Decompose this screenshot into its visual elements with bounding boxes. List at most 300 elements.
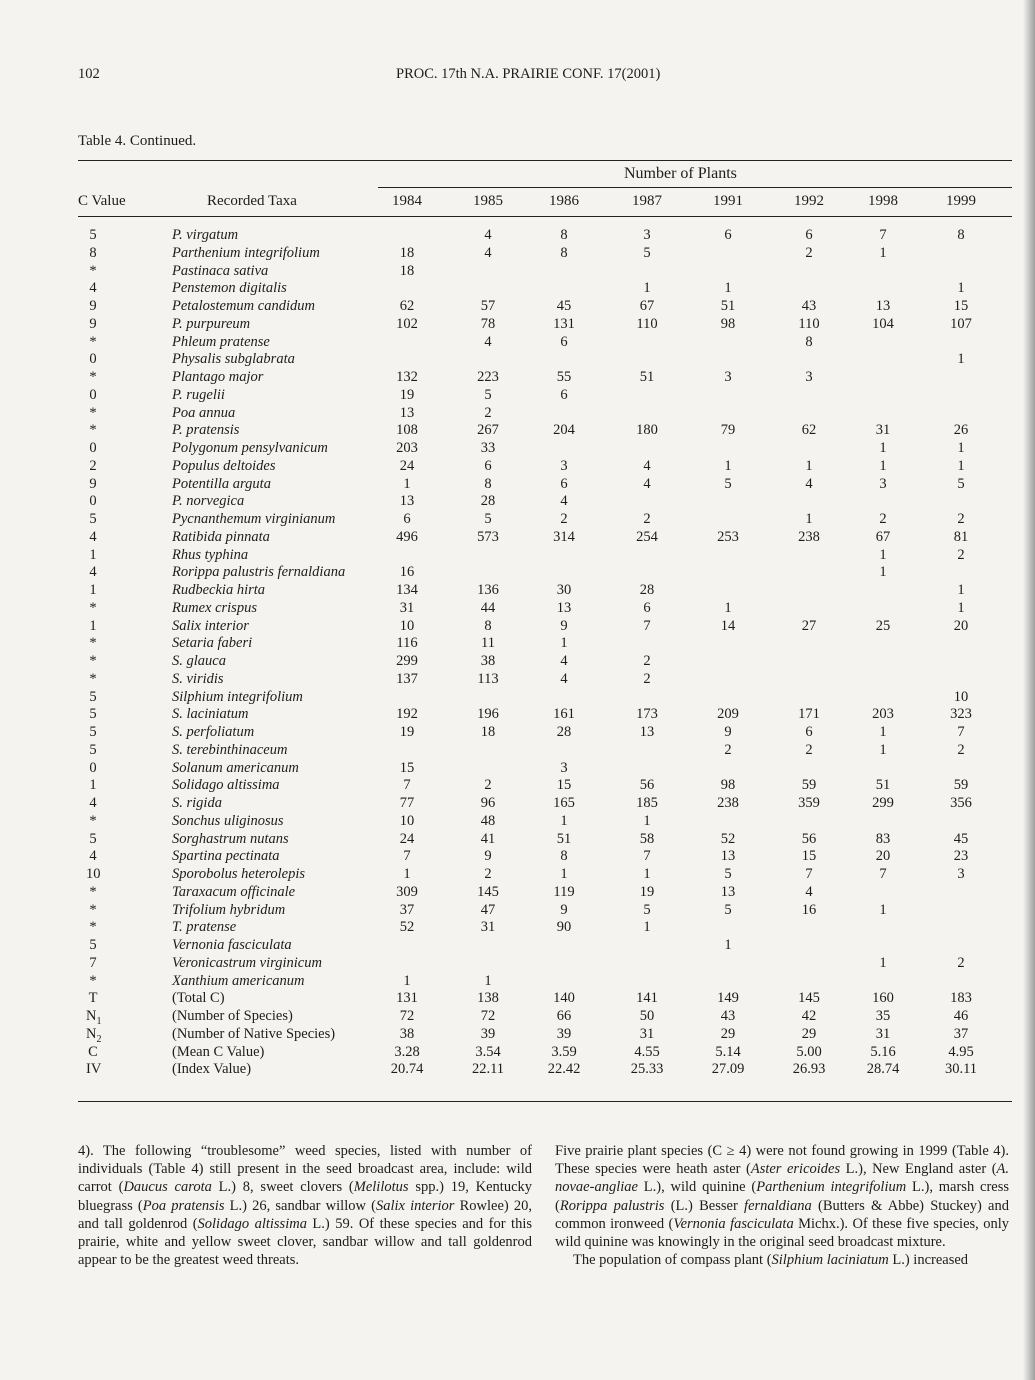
count-cell: 138 — [477, 990, 499, 1007]
count-cell: 22.11 — [471, 1061, 505, 1078]
count-cell: 43 — [801, 298, 817, 314]
count-cell: 2 — [805, 741, 813, 758]
count-cell: 4 — [484, 227, 492, 243]
count-cell: 27.09 — [711, 1061, 745, 1078]
count-cell: 59 — [953, 777, 969, 794]
c-value-cell: 4 — [89, 795, 97, 811]
count-cell: 30.11 — [944, 1061, 978, 1078]
paragraph-compass-plant: The population of compass plant (Silphium laciniatum L.) increased — [573, 1252, 969, 1269]
summary-row — [0, 1043, 1035, 1061]
count-cell: 149 — [717, 990, 739, 1007]
table-row — [0, 546, 1035, 564]
count-cell: 41 — [480, 830, 496, 847]
count-cell: 6 — [643, 599, 651, 616]
taxon-cell: Parthenium integrifolium — [172, 244, 320, 261]
count-cell: 56 — [801, 830, 817, 847]
count-cell: 31 — [639, 1025, 655, 1042]
c-value-cell: 4 — [89, 280, 97, 297]
count-cell: 3 — [560, 457, 568, 474]
count-cell: 1 — [879, 440, 887, 456]
count-cell: 3 — [643, 227, 651, 243]
count-cell: 180 — [636, 422, 658, 439]
count-cell: 4 — [560, 670, 568, 687]
taxon-cell: Xanthium americanum — [172, 972, 305, 989]
c-value-cell: * — [89, 670, 97, 687]
table-row — [0, 581, 1035, 599]
count-cell: 1 — [643, 866, 651, 882]
table-row — [0, 688, 1035, 706]
c-value-cell: 0 — [89, 759, 97, 776]
count-cell: 1 — [560, 866, 568, 882]
count-cell: 9 — [560, 901, 568, 918]
count-cell: 77 — [399, 795, 415, 811]
count-cell: 2 — [560, 511, 568, 527]
count-cell: 6 — [560, 386, 568, 403]
count-cell: 83 — [875, 830, 891, 847]
table-row — [0, 883, 1035, 901]
count-cell: 13 — [399, 493, 415, 510]
count-cell: 1 — [643, 280, 651, 297]
table-caption: Table 4. Continued. — [78, 133, 197, 149]
c-value-cell: 0 — [89, 440, 97, 456]
count-cell: 47 — [480, 901, 496, 918]
count-cell: 3.59 — [551, 1043, 577, 1060]
count-cell: 10 — [399, 812, 415, 829]
count-cell: 5.14 — [715, 1043, 741, 1060]
taxon-cell: Taraxacum officinale — [172, 883, 296, 900]
group-header-rule — [378, 187, 1012, 188]
count-cell: 1 — [403, 475, 411, 492]
table-row — [0, 652, 1035, 670]
table-row — [0, 226, 1035, 244]
taxon-cell: Petalostemum candidum — [172, 298, 315, 314]
count-cell: 1 — [724, 280, 732, 297]
count-cell: 67 — [875, 528, 891, 545]
count-cell: 3 — [957, 866, 965, 882]
count-cell: 13 — [720, 848, 736, 865]
c-value-cell: * — [89, 653, 97, 669]
count-cell: 2 — [957, 954, 965, 971]
col-header-1991: 1991 — [713, 193, 743, 209]
count-cell: 44 — [480, 599, 496, 616]
c-value-cell: 5 — [89, 706, 97, 723]
count-cell: 58 — [639, 830, 655, 847]
count-cell: 1 — [879, 457, 887, 474]
count-cell: 104 — [872, 315, 894, 332]
count-cell: 1 — [643, 919, 651, 936]
table-row — [0, 475, 1035, 493]
count-cell: 4.95 — [948, 1043, 974, 1060]
table-row — [0, 510, 1035, 528]
count-cell: 96 — [480, 795, 496, 811]
count-cell: 136 — [477, 582, 499, 598]
taxon-cell: Veronicastrum virginicum — [172, 954, 322, 971]
count-cell: 5.00 — [796, 1043, 822, 1060]
count-cell: 5 — [484, 511, 492, 527]
count-cell: 223 — [477, 369, 499, 385]
c-value-cell: $N_2$ — [86, 1025, 102, 1045]
taxon-cell: P. norvegica — [172, 493, 245, 510]
count-cell: 145 — [798, 990, 820, 1007]
count-cell: 2 — [957, 546, 965, 563]
count-cell: 1 — [957, 280, 965, 297]
count-cell: 1 — [484, 972, 492, 989]
count-cell: 253 — [717, 528, 739, 545]
count-cell: 4 — [560, 653, 568, 669]
count-cell: 183 — [950, 990, 972, 1007]
count-cell: 39 — [556, 1025, 572, 1042]
count-cell: 2 — [484, 866, 492, 882]
col-header-1986: 1986 — [549, 193, 579, 209]
count-cell: 7 — [879, 227, 887, 243]
taxon-cell: Populus deltoides — [172, 457, 276, 474]
count-cell: 72 — [399, 1008, 415, 1024]
count-cell: 238 — [798, 528, 820, 545]
count-cell: 137 — [396, 670, 418, 687]
count-cell: 1 — [957, 599, 965, 616]
taxon-cell: S. terebinthinaceum — [172, 741, 288, 758]
table-row — [0, 918, 1035, 936]
count-cell: 42 — [801, 1008, 817, 1024]
count-cell: 29 — [720, 1025, 736, 1042]
count-cell: 356 — [950, 795, 972, 811]
count-cell: 66 — [556, 1008, 572, 1024]
count-cell: 1 — [403, 866, 411, 882]
count-cell: 39 — [480, 1025, 496, 1042]
c-value-cell: 0 — [89, 351, 97, 368]
count-cell: 98 — [720, 777, 736, 794]
table-row — [0, 865, 1035, 883]
count-cell: 3.28 — [394, 1043, 420, 1060]
count-cell: 1 — [724, 937, 732, 953]
count-cell: 140 — [553, 990, 575, 1007]
taxon-cell: Ratibida pinnata — [172, 528, 270, 545]
col-header-1984: 1984 — [392, 193, 422, 209]
taxon-cell: Potentilla arguta — [172, 475, 271, 492]
taxon-cell: P. purpureum — [172, 315, 251, 332]
c-value-cell: 9 — [89, 298, 97, 314]
count-cell: 6 — [560, 333, 568, 350]
count-cell: 20 — [875, 848, 891, 865]
col-header-1985: 1985 — [473, 193, 503, 209]
count-cell: 98 — [720, 315, 736, 332]
c-value-cell: * — [89, 901, 97, 918]
c-value-cell: 0 — [89, 493, 97, 510]
count-cell: 203 — [872, 706, 894, 723]
count-cell: 314 — [553, 528, 575, 545]
count-cell: 2 — [484, 404, 492, 421]
summary-row — [0, 989, 1035, 1007]
count-cell: 3 — [724, 369, 732, 385]
count-cell: 59 — [801, 777, 817, 794]
count-cell: 10 — [953, 688, 969, 705]
taxon-cell: Silphium integrifolium — [172, 688, 303, 705]
count-cell: 131 — [396, 990, 418, 1007]
taxon-cell: S. perfoliatum — [172, 724, 255, 740]
col-header-recorded-taxa: Recorded Taxa — [207, 193, 297, 209]
count-cell: 51 — [639, 369, 655, 385]
table-row — [0, 368, 1035, 386]
count-cell: 3 — [879, 475, 887, 492]
count-cell: 192 — [396, 706, 418, 723]
count-cell: 29 — [801, 1025, 817, 1042]
count-cell: 209 — [717, 706, 739, 723]
count-cell: 267 — [477, 422, 499, 439]
count-cell: 254 — [636, 528, 658, 545]
count-cell: 26.93 — [792, 1061, 826, 1078]
c-value-cell: 1 — [89, 582, 97, 598]
count-cell: 110 — [798, 315, 820, 332]
table-row — [0, 386, 1035, 404]
table-row — [0, 599, 1035, 617]
c-value-cell: 8 — [89, 244, 97, 261]
count-cell: 2 — [805, 244, 813, 261]
summary-label-cell: (Number of Native Species) — [172, 1025, 336, 1042]
taxon-cell: P. virgatum — [172, 227, 239, 243]
c-value-cell: * — [89, 262, 97, 279]
count-cell: 4 — [805, 883, 813, 900]
count-cell: 13 — [875, 298, 891, 314]
count-cell: 1 — [879, 546, 887, 563]
count-cell: 5.16 — [870, 1043, 896, 1060]
count-cell: 13 — [639, 724, 655, 740]
count-cell: 45 — [953, 830, 969, 847]
count-cell: 1 — [560, 635, 568, 652]
c-value-cell: * — [89, 369, 97, 385]
count-cell: 25 — [875, 617, 891, 634]
c-value-cell: 9 — [89, 315, 97, 332]
count-cell: 1 — [879, 741, 887, 758]
table-row — [0, 830, 1035, 848]
count-cell: 4 — [643, 475, 651, 492]
count-cell: 323 — [950, 706, 972, 723]
c-value-cell: $N_1$ — [86, 1008, 102, 1027]
table-row — [0, 954, 1035, 972]
table-row — [0, 528, 1035, 546]
summary-label-cell: (Index Value) — [172, 1061, 252, 1078]
count-cell: 51 — [720, 298, 736, 314]
table-row — [0, 759, 1035, 777]
table-row — [0, 350, 1035, 368]
count-cell: 1 — [643, 812, 651, 829]
count-cell: 1 — [560, 812, 568, 829]
count-cell: 15 — [953, 298, 969, 314]
count-cell: 51 — [556, 830, 572, 847]
count-cell: 28.74 — [866, 1061, 900, 1078]
count-cell: 1 — [879, 244, 887, 261]
count-cell: 3 — [560, 759, 568, 776]
taxon-cell: Sporobolus heterolepis — [172, 866, 306, 882]
count-cell: 24 — [399, 830, 415, 847]
taxon-cell: Sorghastrum nutans — [172, 830, 289, 847]
taxon-cell: Phleum pratense — [172, 333, 270, 350]
count-cell: 1 — [879, 901, 887, 918]
count-cell: 4 — [560, 493, 568, 510]
count-cell: 28 — [556, 724, 572, 740]
count-cell: 16 — [801, 901, 817, 918]
count-cell: 5 — [643, 901, 651, 918]
count-cell: 2 — [957, 741, 965, 758]
count-cell: 8 — [484, 475, 492, 492]
count-cell: 1 — [805, 457, 813, 474]
count-cell: 15 — [556, 777, 572, 794]
count-cell: 48 — [480, 812, 496, 829]
table-row — [0, 936, 1035, 954]
count-cell: 33 — [480, 440, 496, 456]
count-cell: 6 — [403, 511, 411, 527]
table-row — [0, 279, 1035, 297]
count-cell: 2 — [484, 777, 492, 794]
c-value-cell: 5 — [89, 511, 97, 527]
count-cell: 6 — [805, 227, 813, 243]
count-cell: 28 — [639, 582, 655, 598]
count-cell: 8 — [957, 227, 965, 243]
count-cell: 171 — [798, 706, 820, 723]
count-cell: 102 — [396, 315, 418, 332]
count-cell: 13 — [399, 404, 415, 421]
taxon-cell: P. rugelii — [172, 386, 225, 403]
count-cell: 62 — [801, 422, 817, 439]
taxon-cell: Setaria faberi — [172, 635, 253, 652]
taxon-cell: Rhus typhina — [172, 546, 249, 563]
count-cell: 20.74 — [390, 1061, 424, 1078]
c-value-cell: 5 — [89, 688, 97, 705]
count-cell: 16 — [399, 564, 415, 581]
count-cell: 31 — [875, 422, 891, 439]
count-cell: 25.33 — [630, 1061, 664, 1078]
count-cell: 6 — [805, 724, 813, 740]
table-row — [0, 262, 1035, 280]
col-header-1998: 1998 — [868, 193, 898, 209]
count-cell: 5 — [484, 386, 492, 403]
table-row — [0, 617, 1035, 635]
c-value-cell: T — [88, 990, 98, 1007]
table-row — [0, 794, 1035, 812]
taxon-cell: Trifolium hybridum — [172, 901, 286, 918]
table-row — [0, 901, 1035, 919]
count-cell: 2 — [643, 670, 651, 687]
count-cell: 37 — [399, 901, 415, 918]
table-row — [0, 457, 1035, 475]
group-header: Number of Plants — [624, 165, 737, 182]
taxon-cell: S. glauca — [172, 653, 226, 669]
count-cell: 134 — [396, 582, 418, 598]
c-value-cell: 5 — [89, 227, 97, 243]
c-value-cell: * — [89, 333, 97, 350]
c-value-cell: 5 — [89, 741, 97, 758]
summary-row — [0, 1025, 1035, 1043]
taxon-cell: Salix interior — [172, 617, 249, 634]
count-cell: 1 — [805, 511, 813, 527]
count-cell: 161 — [553, 706, 575, 723]
summary-row — [0, 1007, 1035, 1025]
c-value-cell: 5 — [89, 830, 97, 847]
taxon-cell: S. viridis — [172, 670, 224, 687]
count-cell: 46 — [953, 1008, 969, 1024]
summary-row — [0, 1060, 1035, 1078]
count-cell: 20 — [953, 617, 969, 634]
table-row — [0, 439, 1035, 457]
c-value-cell: * — [89, 972, 97, 989]
count-cell: 1 — [957, 457, 965, 474]
table-row — [0, 333, 1035, 351]
count-cell: 8 — [805, 333, 813, 350]
c-value-cell: 7 — [89, 954, 97, 971]
count-cell: 5 — [724, 866, 732, 882]
count-cell: 8 — [484, 617, 492, 634]
count-cell: 2 — [879, 511, 887, 527]
taxon-cell: S. rigida — [172, 795, 222, 811]
taxon-cell: S. laciniatum — [172, 706, 249, 723]
count-cell: 5 — [957, 475, 965, 492]
count-cell: 62 — [399, 298, 415, 314]
table-row — [0, 315, 1035, 333]
c-value-cell: * — [89, 883, 97, 900]
taxon-cell: Pycnanthemum virginianum — [172, 511, 336, 527]
count-cell: 72 — [480, 1008, 496, 1024]
count-cell: 4 — [484, 244, 492, 261]
taxon-cell: Poa annua — [172, 404, 236, 421]
c-value-cell: * — [89, 599, 97, 616]
c-value-cell: C — [88, 1043, 98, 1060]
count-cell: 2 — [643, 653, 651, 669]
count-cell: 31 — [399, 599, 415, 616]
c-value-cell: * — [89, 812, 97, 829]
count-cell: 28 — [480, 493, 496, 510]
taxon-cell: Sonchus uliginosus — [172, 812, 284, 829]
count-cell: 8 — [560, 244, 568, 261]
count-cell: 5 — [724, 901, 732, 918]
count-cell: 204 — [553, 422, 575, 439]
count-cell: 4 — [805, 475, 813, 492]
count-cell: 19 — [639, 883, 655, 900]
count-cell: 4 — [484, 333, 492, 350]
count-cell: 1 — [957, 351, 965, 368]
count-cell: 110 — [636, 315, 658, 332]
count-cell: 18 — [480, 724, 496, 740]
count-cell: 4 — [643, 457, 651, 474]
c-value-cell: 2 — [89, 457, 97, 474]
body-text-left — [78, 1142, 532, 1269]
count-cell: 1 — [879, 724, 887, 740]
count-cell: 7 — [403, 777, 411, 794]
c-value-cell: IV — [86, 1061, 102, 1078]
count-cell: 203 — [396, 440, 418, 456]
count-cell: 78 — [480, 315, 496, 332]
col-header-1987: 1987 — [632, 193, 662, 209]
count-cell: 19 — [399, 724, 415, 740]
count-cell: 141 — [636, 990, 658, 1007]
count-cell: 56 — [639, 777, 655, 794]
count-cell: 299 — [872, 795, 894, 811]
count-cell: 3.54 — [475, 1043, 501, 1060]
count-cell: 573 — [477, 528, 499, 545]
count-cell: 107 — [950, 315, 972, 332]
paragraph-missing-species: Five prairie plant species (C ≥ 4) were not found growing in 1999 (Table 4). These species were heath aster (Aster ericoides L.), New England aster (A. novae-angliae L.), wild quinine (Parthenium integrifolium L.), marsh cress (Rorippa palustris (L.) Besser fernaldiana (Butters & Abbe) Stuckey) and common ironweed (Vernonia fasciculata Michx.). Of these five species, only wild quinine was knowingly in the original seed broadcast mixture. — [555, 1143, 1010, 1251]
count-cell: 11 — [481, 635, 495, 652]
count-cell: 165 — [553, 795, 575, 811]
summary-label-cell: (Mean C Value) — [172, 1043, 265, 1060]
table-row — [0, 634, 1035, 652]
count-cell: 55 — [556, 369, 572, 385]
count-cell: 15 — [801, 848, 817, 865]
col-header-1992: 1992 — [794, 193, 824, 209]
table-row — [0, 421, 1035, 439]
table-bottom-rule — [78, 1101, 1012, 1102]
count-cell: 6 — [724, 227, 732, 243]
taxon-cell: T. pratense — [172, 919, 237, 936]
summary-label-cell: (Total C) — [172, 990, 225, 1007]
